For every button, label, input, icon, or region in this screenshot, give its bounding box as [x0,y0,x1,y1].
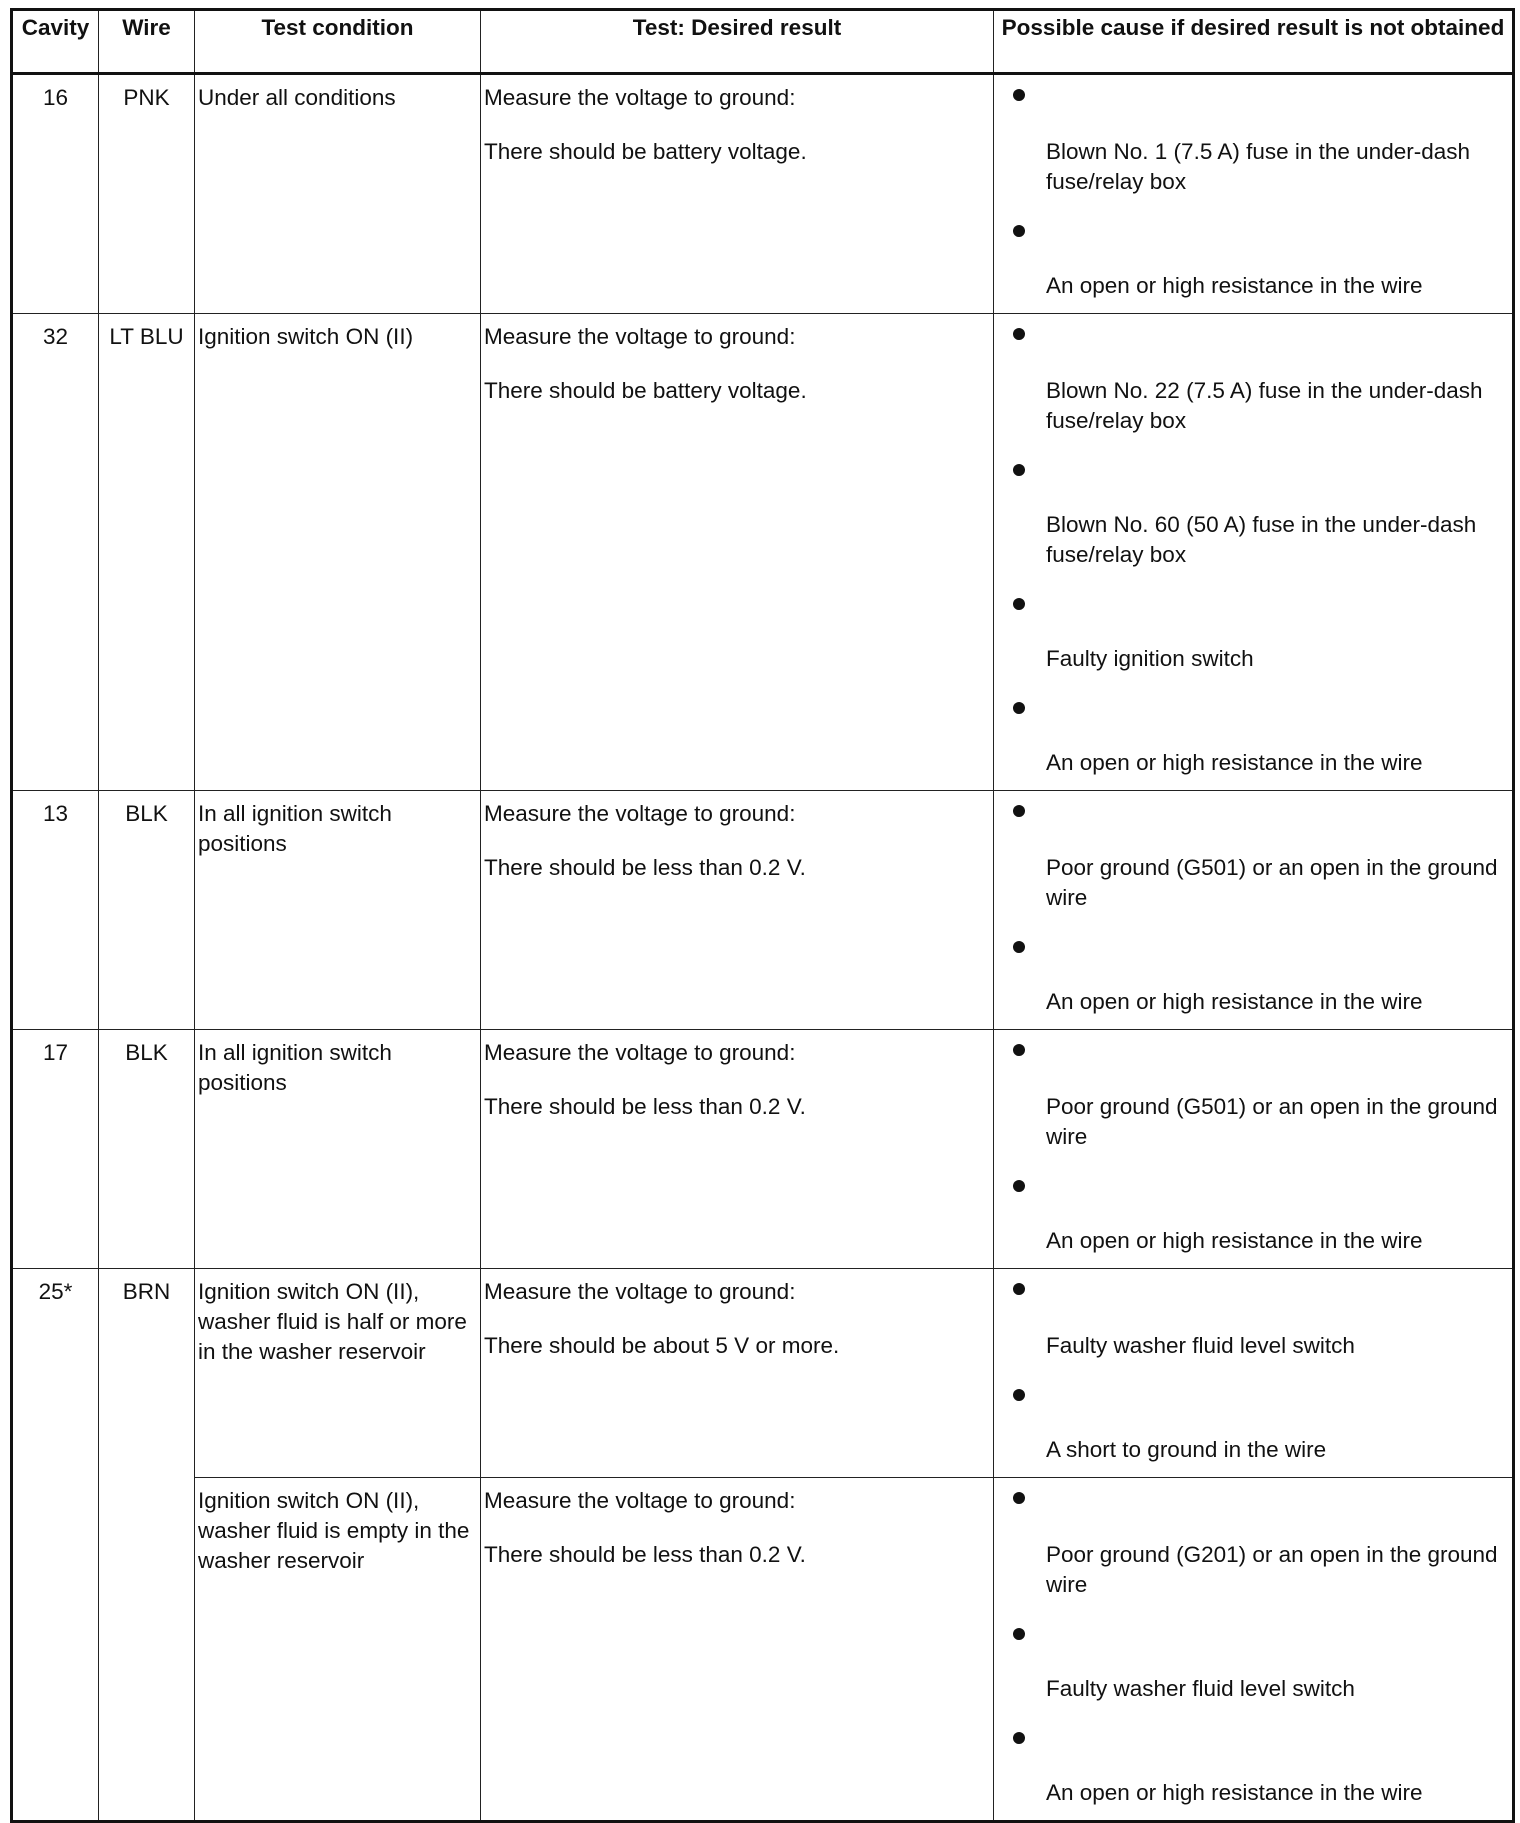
test-instruction: Measure the voltage to ground: [484,324,796,349]
possible-cause-cell [994,1030,1514,1269]
table-row [12,791,1514,1030]
desired-result-cell [481,314,994,791]
cause-item: Faulty ignition switch [994,582,1512,686]
desired-result-cell [481,1478,994,1822]
test-instruction: Measure the voltage to ground: [484,1040,796,1065]
cause-item: Blown No. 1 (7.5 A) fuse in the under-dash fuse/relay box [994,75,1512,209]
wire-cell: BLK [99,1030,195,1269]
cause-item: Faulty washer fluid level switch [994,1269,1512,1373]
cause-item: An open or high resistance in the wire [994,686,1512,790]
possible-cause-cell [994,791,1514,1030]
desired-result-cell [481,1269,994,1478]
header-row [12,10,1514,74]
wire-cell: BRN [99,1269,195,1822]
header-wire: Wire [99,10,195,74]
table-row [12,74,1514,314]
header-cavity: Cavity [12,10,99,74]
cavity-cell: 17 [12,1030,99,1269]
cause-item: Poor ground (G201) or an open in the ground wire [994,1478,1512,1612]
test-expectation: There should be less than 0.2 V. [484,1094,806,1119]
cause-item: A short to ground in the wire [994,1373,1512,1477]
test-expectation: There should be battery voltage. [484,139,807,164]
table-row [12,1478,1514,1822]
possible-cause-cell [994,74,1514,314]
possible-cause-cell [994,1269,1514,1478]
bullet-icon [1013,1283,1025,1295]
bullet-icon [1013,1044,1025,1056]
bullet-icon [1013,1732,1025,1744]
bullet-icon [1013,598,1025,610]
wire-cell: PNK [99,74,195,314]
bullet-icon [1013,1180,1025,1192]
bullet-icon [1013,464,1025,476]
bullet-icon [1013,702,1025,714]
cause-item: Blown No. 60 (50 A) fuse in the under-dash fuse/relay box [994,448,1512,582]
test-instruction: Measure the voltage to ground: [484,1488,796,1513]
header-test-condition: Test condition [195,10,481,74]
test-condition-cell: Ignition switch ON (II) [195,314,481,791]
cause-item: An open or high resistance in the wire [994,1164,1512,1268]
possible-cause-cell [994,314,1514,791]
bullet-icon [1013,1628,1025,1640]
table-row [12,1030,1514,1269]
test-condition-cell: Under all conditions [195,74,481,314]
test-expectation: There should be about 5 V or more. [484,1333,840,1358]
cause-item: An open or high resistance in the wire [994,209,1512,313]
test-condition-cell: Ignition switch ON (II), washer fluid is empty in the washer reservoir [195,1478,481,1822]
bullet-icon [1013,941,1025,953]
desired-result-cell [481,791,994,1030]
test-condition-cell: In all ignition switch positions [195,1030,481,1269]
bullet-icon [1013,225,1025,237]
bullet-icon [1013,1389,1025,1401]
bullet-icon [1013,805,1025,817]
test-instruction: Measure the voltage to ground: [484,85,796,110]
possible-cause-cell [994,1478,1514,1822]
table-row [12,314,1514,791]
header-possible-cause: Possible cause if desired result is not obtained [994,10,1514,74]
header-desired-result: Test: Desired result [481,10,994,74]
cause-item: Faulty washer fluid level switch [994,1612,1512,1716]
desired-result-cell [481,74,994,314]
desired-result-cell [481,1030,994,1269]
cause-item: An open or high resistance in the wire [994,1716,1512,1820]
test-condition-cell: In all ignition switch positions [195,791,481,1030]
cavity-cell: 13 [12,791,99,1030]
cause-item: Poor ground (G501) or an open in the ground wire [994,791,1512,925]
test-expectation: There should be less than 0.2 V. [484,855,806,880]
bullet-icon [1013,328,1025,340]
test-expectation: There should be battery voltage. [484,378,807,403]
cause-item: Blown No. 22 (7.5 A) fuse in the under-dash fuse/relay box [994,314,1512,448]
test-instruction: Measure the voltage to ground: [484,1279,796,1304]
wire-cell: LT BLU [99,314,195,791]
bullet-icon [1013,1492,1025,1504]
test-instruction: Measure the voltage to ground: [484,801,796,826]
bullet-icon [1013,89,1025,101]
cavity-cell: 25* [12,1269,99,1822]
test-expectation: There should be less than 0.2 V. [484,1542,806,1567]
connector-test-table [10,8,1515,1823]
wire-cell: BLK [99,791,195,1030]
cavity-cell: 32 [12,314,99,791]
cause-item: An open or high resistance in the wire [994,925,1512,1029]
test-condition-cell: Ignition switch ON (II), washer fluid is half or more in the washer reservoir [195,1269,481,1478]
table-row [12,1269,1514,1478]
cause-item: Poor ground (G501) or an open in the ground wire [994,1030,1512,1164]
cavity-cell: 16 [12,74,99,314]
